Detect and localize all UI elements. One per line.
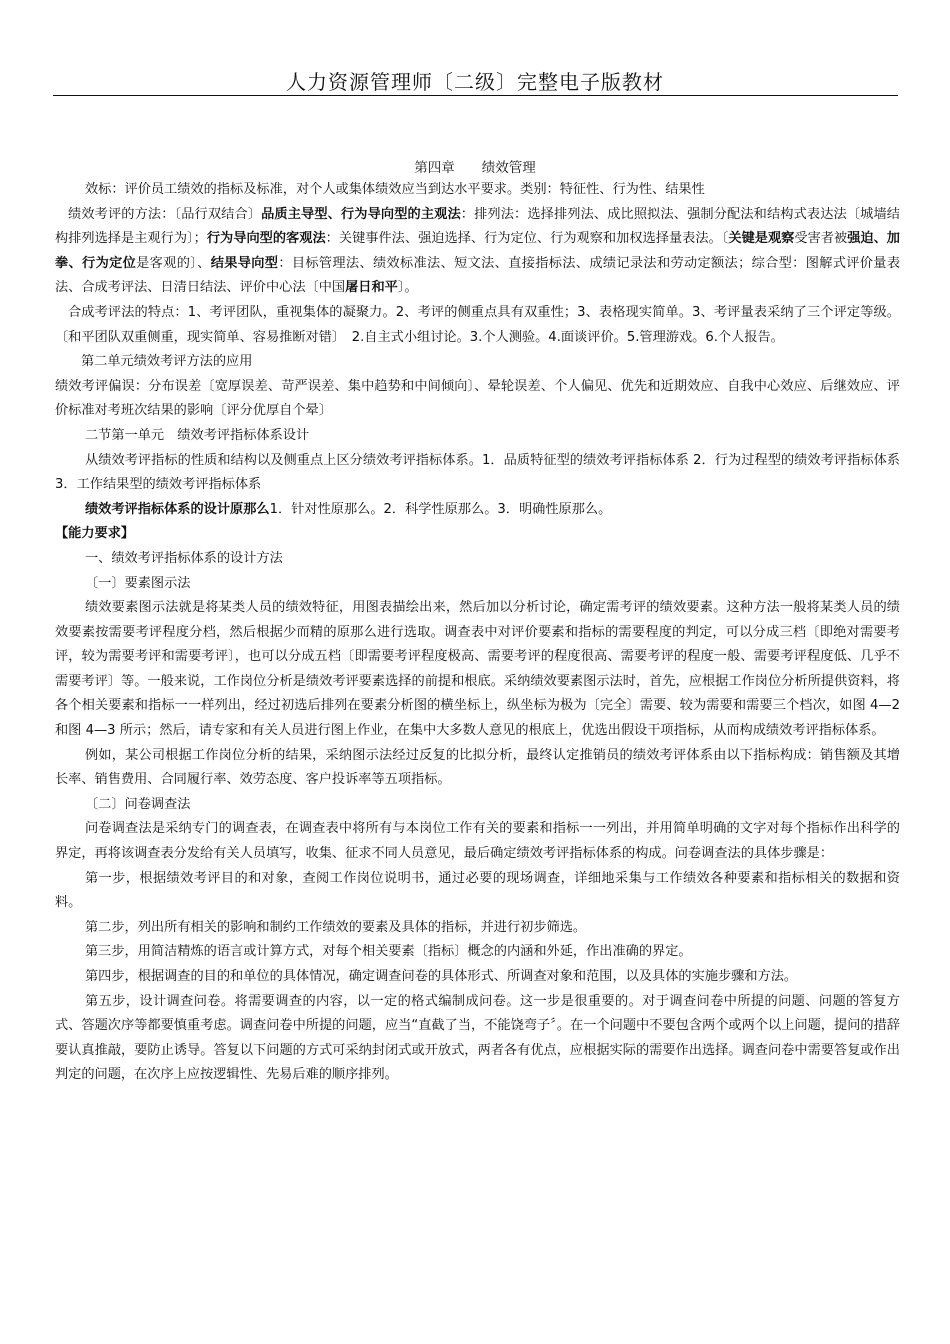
section-heading-indicator-system: 二节第一单元 绩效考评指标体系设计 (85, 427, 310, 443)
paragraph-evaluation-methods (55, 203, 900, 301)
paragraph-step-3: 第三步，用简洁精炼的语言或计算方式，对每个相关要素〔指标〕概念的内涵和外延，作出准确的界定。 (85, 944, 692, 960)
bold-term: 结果导向型 (210, 255, 279, 271)
text-run: 受害者被 (794, 231, 848, 247)
bold-term: 强迫、加拳、行为定位 (55, 231, 900, 271)
document-body (55, 178, 900, 1088)
paragraph-step-5: 第五步，设计调查问卷。将需要调查的内容，以一定的格式编制成问卷。这一步是很重要的。对于调查问卷中所提的问题、问题的答复方式、答题次序等都要慎重考虑。调查问卷中所提的问题，应当“直截了当，不能饶弯子〞。在一个问题中不要包含两个或两个以上问题，提问的措辞要认真推敲，要防止诱导。答复以下问题的方式可采纳封闭式或开放式，两者各有优点，应根据实际的需要作出选择。调查问卷中需要答复或作出判定的问题，在次序上应按逻辑性、先易后难的顺序排列。 (55, 993, 900, 1083)
paragraph-standard-definition: 效标：评价员工绩效的指标及标准，对个人或集体绩效应当到达水平要求。类别：特征性、行为性、结果性 (85, 182, 705, 197)
text-run: 是客观的〕、 (136, 255, 211, 271)
document-header-title: 人力资源管理师〔二级〕完整电子版教材 (286, 70, 664, 94)
text-run: 〕。 (397, 280, 418, 296)
paragraph-evaluation-bias: 绩效考评偏误：分布误差〔宽厚误差、苛严误差、集中趋势和中间倾向〕、晕轮误差、个人偏见、优先和近期效应、自我中心效应、后继效应、评价标准对考班次结果的影响〔评分优厚自个晕〕 (55, 378, 900, 419)
text-run: 1．针对性原那么。2．科学性原那么。3．明确性原那么。 (269, 501, 612, 517)
paragraph-example: 例如，某公司根据工作岗位分析的结果，采纳图示法经过反复的比拟分析，最终认定推销员的绩效考评体系由以下指标构成：销售额及其增长率、销售费用、合同履行率、效劳态度、客户投诉率等五项指标。 (55, 747, 900, 788)
text-run: ：排列法：选择排列法、成比照拟法、强制分配法和结构式表达法〔城墙结构排列选择是主观行为〕； (55, 206, 900, 247)
paragraph-design-principles (55, 498, 900, 523)
bold-term: 行为导向型的客观法 (206, 231, 326, 247)
section-heading-ability (55, 522, 900, 547)
paragraph-element-chart-method: 绩效要素图示法就是将某类人员的绩效特征，用图表描绘出来，然后加以分析讨论，确定需考评的绩效要素。这种方法一般将某类人员的绩效要素按需要考评程度分档，然后根据少而精的原那么进行选取。调查表中对评价要素和指标的需要程度的判定，可以分成三档〔即绝对需要考评，较为需要考评和需要考评〕，也可以分成五档〔即需要考评程度极高、需要考评的程度很高、需要考评的程度一般、需要考评程度低、几乎不需要考评〕等。一般来说，工作岗位分析是绩效考评要素选择的前提和根底。采纳绩效要素图示法时，首先，应根据工作岗位分析所提供资料，将各个相关要素和指标一一样列出，经过初选后排列在要素分析图的横坐标上，纵坐标为极为〔完全〕需要、较为需要和需要三个档次，如图 4—2 和图 4—3 所示；然后，请专家和有关人员进行图上作业，在集中大多数人意见的根底上，优选出假设干项指标，从而构成绩效考评指标体系。 (55, 600, 900, 739)
paragraph-step-2: 第二步，列出所有相关的影响和制约工作绩效的要素及具体的指标，并进行初步筛选。 (85, 919, 587, 935)
paragraph-step-1: 第一步，根据绩效考评目的和对象，查阅工作岗位说明书，通过必要的现场调查，详细地采集与工作绩效各种要素和指标相关的数据和资料。 (55, 870, 900, 911)
bold-term: 关键是观察 (728, 231, 795, 247)
paragraph-indicator-types: 从绩效考评指标的性质和结构以及侧重点上区分绩效考评指标体系。1．品质特征型的绩效考评指标体系 2．行为过程型的绩效考评指标体系 3．工作结果型的绩效考评指标体系 (55, 452, 900, 493)
paragraph-questionnaire-method: 问卷调查法是采纳专门的调查表，在调查表中将所有与本岗位工作有关的要素和指标一一列出，并用简单明确的文字对每个指标作出科学的界定，再将该调查表分发给有关人员填写，收集、征求不同人员意见，最后确定绩效考评指标体系的构成。问卷调查法的具体步骤是： (55, 821, 900, 862)
section-heading-element-chart: 〔一〕要素图示法 (85, 575, 191, 591)
chapter-title: 第四章 绩效管理 (414, 160, 536, 176)
text-run: ：关键事件法、强迫选择、行为定位、行为观察和加权选择量表法。〔 (325, 231, 729, 247)
section-heading-unit2: 第二单元绩效考评方法的应用 (81, 354, 253, 370)
paragraph-step-4: 第四步，根据调查的目的和单位的具体情况，确定调查问卷的具体形式、所调查对象和范围，以及具体的实施步骤和方法。 (85, 969, 798, 984)
text-run: ：目标管理法、绩效标准法、短文法、直接指标法、成绩记录法和劳动定额法；综合型：图解式评价量表法、合成考评法、日清日结法、评价中心法〔中国 (55, 255, 901, 296)
bold-term: 【能力要求】 (55, 526, 135, 542)
bold-term: 屠日和平 (345, 280, 398, 296)
paragraph-composite-method: 合成考评法的特点：1、考评团队，重视集体的凝聚力。2、考评的侧重点具有双重性；3、表格现实简单。3、考评量表采纳了三个评定等级。〔和平团队双重侧重，现实简单、容易推断对错〕 2.自主式小组讨论。3.个人测验。4.面谈评价。5.管理游戏。6.个人报告。 (55, 304, 900, 345)
text-run: 绩效考评的方法：〔品行双结合〕 (68, 206, 262, 222)
header-divider (53, 95, 898, 96)
section-heading-questionnaire: 〔二〕问卷调查法 (85, 796, 191, 812)
bold-term: 绩效考评指标体系的设计原那么 (85, 501, 270, 517)
section-heading-design-methods: 一、绩效考评指标体系的设计方法 (85, 550, 283, 566)
bold-term: 品质主导型、行为导向型的主观法 (261, 206, 461, 222)
